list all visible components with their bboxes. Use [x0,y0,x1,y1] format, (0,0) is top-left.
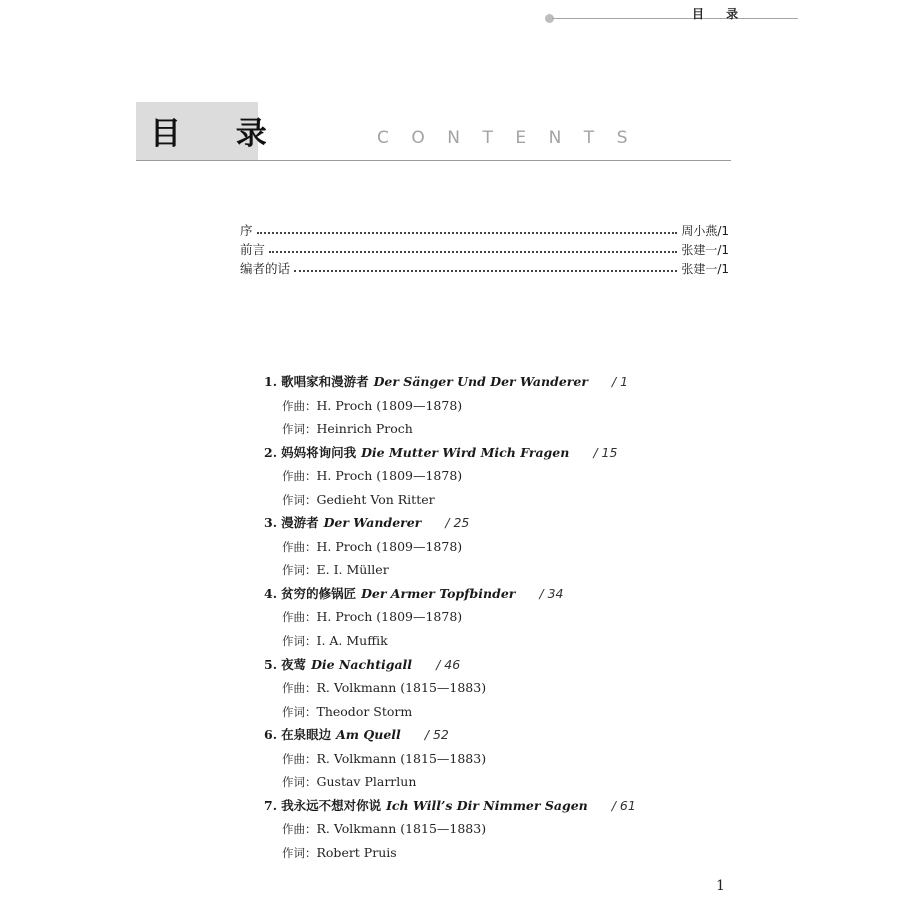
entry-composer-line [282,679,486,697]
lyricist-name: Theodor Storm [316,704,413,719]
entry-chinese-title: 漫游者 [281,515,319,530]
toc-entry[interactable] [264,656,460,674]
entry-lyricist-line [282,491,435,509]
entry-composer-line [282,538,462,556]
entry-number: 5. [264,657,278,672]
toc-entry[interactable] [264,797,636,815]
entry-number: 7. [264,798,278,813]
entry-number: 6. [264,727,278,742]
composer-label: 作曲： [282,469,317,483]
entry-chinese-title: 在泉眼边 [281,727,332,742]
front-matter-item[interactable] [240,222,729,240]
composer-name: R. Volkmann (1815—1883) [316,821,487,836]
entry-foreign-title: Der Sänger Und Der Wanderer [373,374,588,389]
entry-foreign-title: Der Armer Topfbinder [361,586,516,601]
entry-number: 3. [264,515,278,530]
front-matter-page: 周小燕/1 [681,224,729,238]
running-header-title: 目 录 [692,7,748,21]
front-matter-item[interactable] [240,241,729,259]
lyricist-name: Heinrich Proch [316,421,413,436]
composer-label: 作曲： [282,822,317,836]
toc-entry[interactable] [264,585,563,603]
toc-entry[interactable] [264,444,617,462]
entry-lyricist-line [282,632,388,650]
front-matter-page: 张建一/1 [681,243,729,257]
composer-label: 作曲： [282,610,317,624]
toc-entry[interactable] [264,726,449,744]
entry-number: 2. [264,445,278,460]
entry-chinese-title: 夜莺 [281,657,307,672]
lyricist-label: 作词： [282,775,317,789]
lyricist-name: Gustav Plarrlun [316,774,417,789]
entry-composer-line [282,608,462,626]
page-number: 1 [716,878,725,894]
header-rule [552,18,798,19]
toc-entry[interactable] [264,373,628,391]
dot-leader [257,232,678,234]
entry-lyricist-line [282,773,416,791]
composer-name: H. Proch (1809—1878) [316,539,463,554]
entry-page: / 15 [593,445,618,460]
entry-chinese-title: 歌唱家和漫游者 [281,374,369,389]
entry-page: / 52 [424,727,449,742]
composer-label: 作曲： [282,540,317,554]
lyricist-label: 作词： [282,846,317,860]
entry-lyricist-line [282,703,412,721]
lyricist-label: 作词： [282,634,317,648]
entry-chinese-title: 妈妈将询问我 [281,445,357,460]
entry-foreign-title: Der Wanderer [323,515,422,530]
toc-entry[interactable] [264,514,469,532]
composer-name: H. Proch (1809—1878) [316,609,463,624]
lyricist-label: 作词： [282,493,317,507]
entry-page: / 61 [611,798,636,813]
entry-foreign-title: Am Quell [336,727,401,742]
entry-page: / 25 [445,515,470,530]
composer-name: H. Proch (1809—1878) [316,398,463,413]
composer-label: 作曲： [282,681,317,695]
entry-lyricist-line [282,561,389,579]
entry-composer-line [282,750,486,768]
entry-chinese-title: 我永远不想对你说 [281,798,382,813]
composer-label: 作曲： [282,399,317,413]
front-matter-label: 前言 [240,242,266,257]
dot-leader [269,251,677,253]
title-divider [136,160,731,161]
front-matter-item[interactable] [240,260,729,278]
lyricist-label: 作词： [282,705,317,719]
front-matter-page: 张建一/1 [681,262,729,276]
composer-name: H. Proch (1809—1878) [316,468,463,483]
page-title-english: CONTENTS [377,128,650,148]
lyricist-name: I. A. Muffik [316,633,388,648]
entry-composer-line [282,397,462,415]
entry-page: / 34 [539,586,564,601]
entry-number: 1. [264,374,278,389]
lyricist-name: Robert Pruis [316,845,397,860]
entry-page: / 46 [436,657,461,672]
entry-foreign-title: Die Nachtigall [311,657,413,672]
entry-chinese-title: 贫穷的修锅匠 [281,586,357,601]
entry-foreign-title: Die Mutter Wird Mich Fragen [361,445,570,460]
front-matter-label: 序 [240,223,253,238]
entry-foreign-title: Ich Will’s Dir Nimmer Sagen [386,798,588,813]
entry-composer-line [282,467,462,485]
entry-number: 4. [264,586,278,601]
composer-name: R. Volkmann (1815—1883) [316,680,487,695]
entry-page: / 1 [611,374,629,389]
lyricist-label: 作词： [282,422,317,436]
lyricist-label: 作词： [282,563,317,577]
entry-lyricist-line [282,420,413,438]
front-matter-label: 编者的话 [240,261,291,276]
composer-name: R. Volkmann (1815—1883) [316,751,487,766]
entry-composer-line [282,820,486,838]
lyricist-name: E. I. Müller [316,562,389,577]
entry-lyricist-line [282,844,397,862]
composer-label: 作曲： [282,752,317,766]
page-title: 目 录 [150,116,289,152]
lyricist-name: Gedieht Von Ritter [316,492,435,507]
dot-leader [294,270,677,272]
